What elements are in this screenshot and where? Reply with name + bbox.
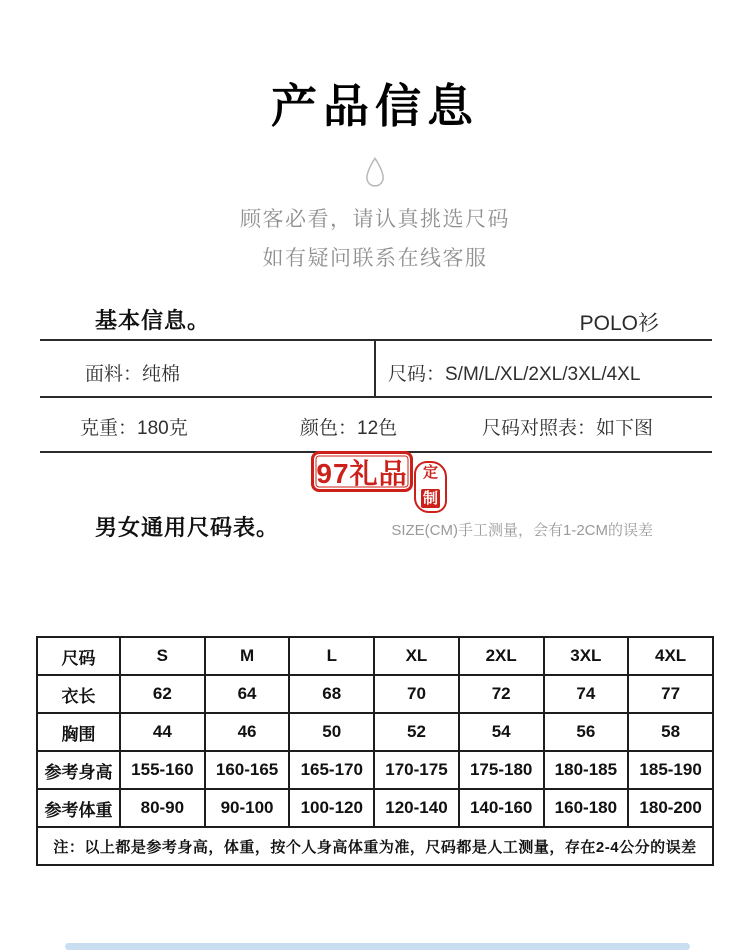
cell: 185-190 bbox=[628, 751, 713, 789]
cell: 175-180 bbox=[459, 751, 544, 789]
cell: 120-140 bbox=[374, 789, 459, 827]
cell: 50 bbox=[289, 713, 374, 751]
cell: 72 bbox=[459, 675, 544, 713]
cell: 46 bbox=[205, 713, 290, 751]
size-table-header-row bbox=[37, 637, 713, 675]
cell: 70 bbox=[374, 675, 459, 713]
table-row-height bbox=[37, 751, 713, 789]
cell: 64 bbox=[205, 675, 290, 713]
row-label: 参考体重 bbox=[37, 789, 120, 827]
size-chart-ref: 尺码对照表：如下图 bbox=[482, 418, 654, 439]
size-table bbox=[36, 636, 714, 866]
seal-char-top: 定 bbox=[422, 464, 438, 481]
table-row-garment-length bbox=[37, 675, 713, 713]
horizontal-scrollbar[interactable] bbox=[65, 943, 690, 950]
row-label: 胸围 bbox=[37, 713, 120, 751]
cell: 140-160 bbox=[459, 789, 544, 827]
cell: 52 bbox=[374, 713, 459, 751]
cell: 58 bbox=[628, 713, 713, 751]
cell: 80-90 bbox=[120, 789, 205, 827]
cell: 54 bbox=[459, 713, 544, 751]
cell: 165-170 bbox=[289, 751, 374, 789]
table-footnote-row bbox=[37, 827, 713, 865]
cell: 90-100 bbox=[205, 789, 290, 827]
sizes-value: 尺码：S/M/L/XL/2XL/3XL/4XL bbox=[388, 364, 641, 385]
cell: 160-165 bbox=[205, 751, 290, 789]
cell: 68 bbox=[289, 675, 374, 713]
seal-char-bottom: 制 bbox=[422, 489, 438, 507]
cell: 170-175 bbox=[374, 751, 459, 789]
fabric-value: 面料：纯棉 bbox=[85, 364, 181, 385]
colors-value: 颜色：12色 bbox=[300, 418, 398, 439]
col-header: 2XL bbox=[459, 637, 544, 675]
cell: 56 bbox=[544, 713, 629, 751]
customer-notice-line2: 如有疑问联系在线客服 bbox=[262, 247, 488, 270]
measure-tolerance-note: SIZE(CM)手工测量，会有1-2CM的误差 bbox=[391, 522, 653, 539]
cell: 74 bbox=[544, 675, 629, 713]
divider bbox=[40, 339, 712, 341]
size-section-heading: 男女通用尺码表。 bbox=[95, 515, 280, 540]
col-header: 尺码 bbox=[37, 637, 120, 675]
row-label: 衣长 bbox=[37, 675, 120, 713]
weight-value: 克重：180克 bbox=[80, 418, 188, 439]
cell: 155-160 bbox=[120, 751, 205, 789]
basic-info-heading: 基本信息。 bbox=[95, 308, 211, 333]
brand-stamp-text: 97礼品 bbox=[316, 457, 408, 489]
divider bbox=[374, 341, 376, 396]
col-header: XL bbox=[374, 637, 459, 675]
row-label: 参考身高 bbox=[37, 751, 120, 789]
cell: 44 bbox=[120, 713, 205, 751]
cell: 77 bbox=[628, 675, 713, 713]
page-title: 产品信息 bbox=[271, 80, 479, 132]
table-row-chest bbox=[37, 713, 713, 751]
col-header: S bbox=[120, 637, 205, 675]
col-header: M bbox=[205, 637, 290, 675]
col-header: 4XL bbox=[628, 637, 713, 675]
product-type-label: POLO衫 bbox=[579, 312, 659, 335]
water-drop-icon bbox=[0, 156, 750, 197]
cell: 100-120 bbox=[289, 789, 374, 827]
table-footnote: 注：以上都是参考身高，体重，按个人身高体重为准，尺码都是人工测量，存在2-4公分的误差 bbox=[37, 827, 713, 865]
cell: 62 bbox=[120, 675, 205, 713]
cell: 160-180 bbox=[544, 789, 629, 827]
divider bbox=[40, 396, 712, 398]
customer-notice-line1: 顾客必看，请认真挑选尺码 bbox=[240, 208, 510, 231]
brand-stamp bbox=[311, 451, 413, 492]
cell: 180-185 bbox=[544, 751, 629, 789]
cell: 180-200 bbox=[628, 789, 713, 827]
col-header: 3XL bbox=[544, 637, 629, 675]
custom-seal-icon bbox=[414, 461, 447, 513]
col-header: L bbox=[289, 637, 374, 675]
table-row-weight bbox=[37, 789, 713, 827]
